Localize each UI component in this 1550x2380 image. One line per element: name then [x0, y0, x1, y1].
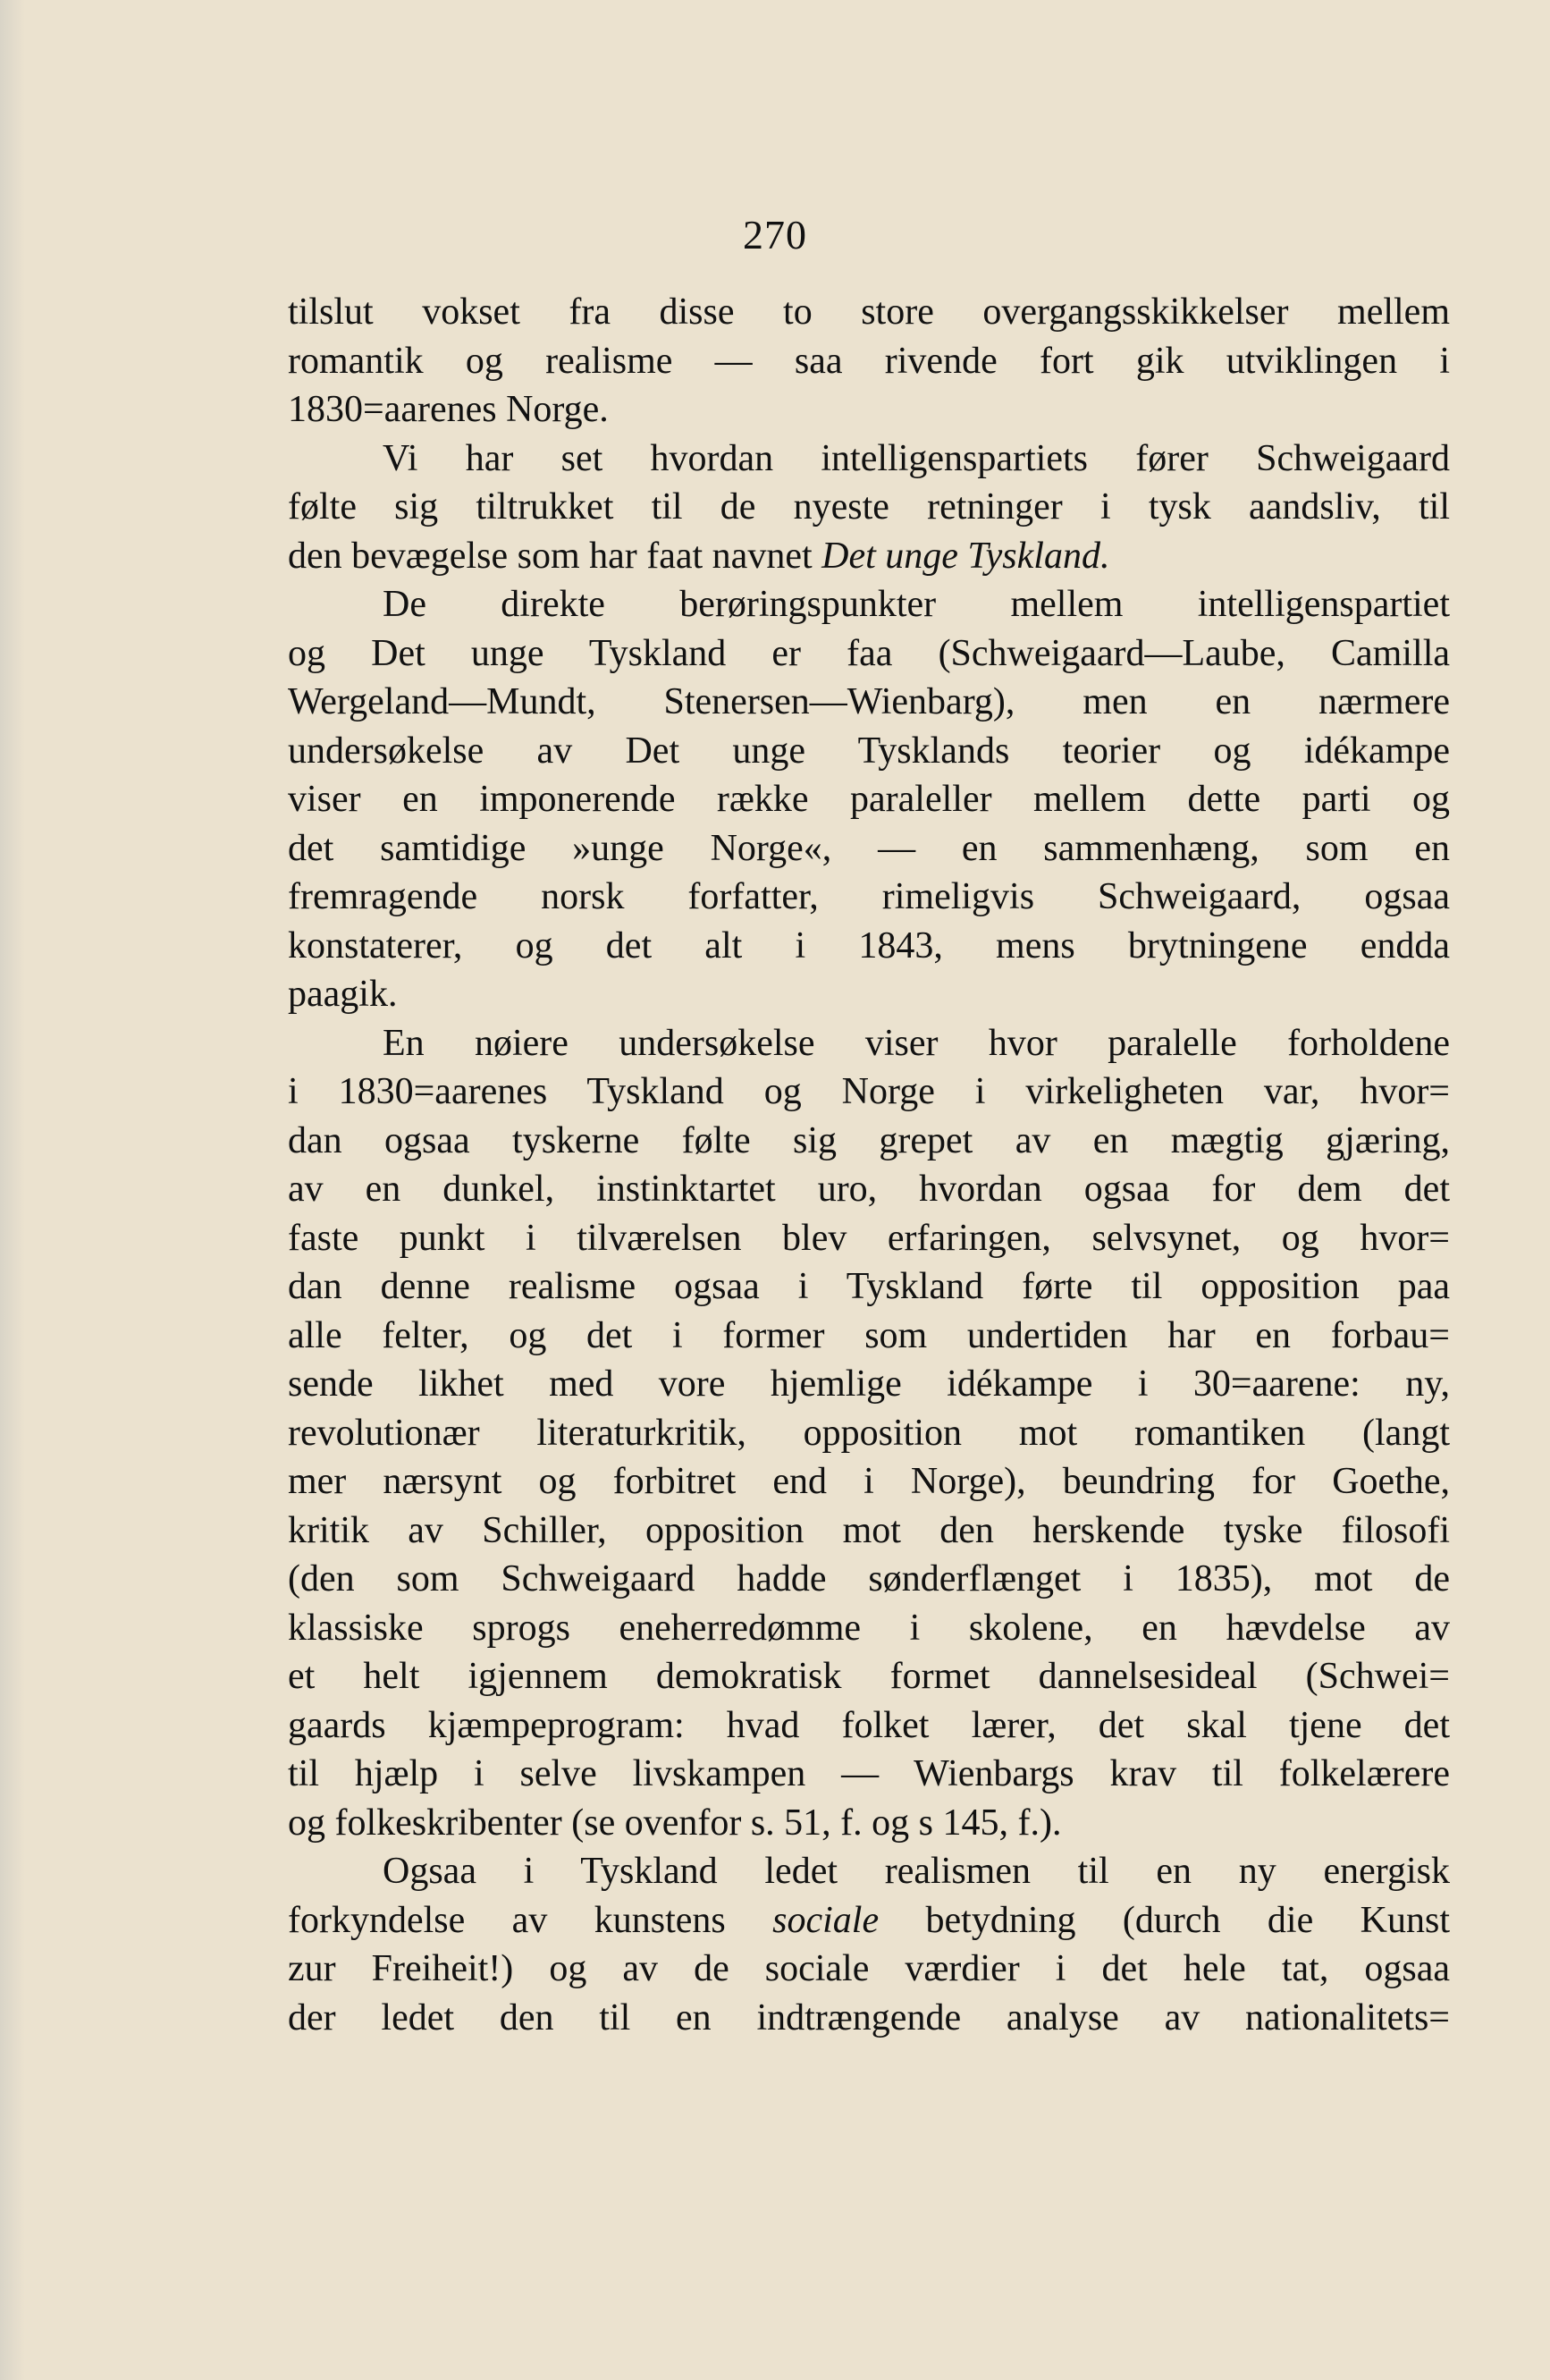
- text-line: (den som Schweigaard hadde sønderflænget i 1835), mot de: [288, 1558, 1450, 1599]
- text-line: 1830=aarenes Norge.: [288, 389, 609, 430]
- text-line: romantik og realisme — saa rivende fort gik utviklingen i: [288, 340, 1450, 382]
- text-span: betydning (durch die Kunst: [879, 1899, 1450, 1941]
- text-line: til hjælp i selve livskampen — Wienbargs krav til folkelærere: [288, 1753, 1450, 1794]
- text-line: og Det unge Tyskland er faa (Schweigaard—Laube, Camilla: [288, 632, 1450, 674]
- text-line: der ledet den til en indtrængende analyse av nationalitets=: [288, 1996, 1450, 2038]
- text-line: i 1830=aarenes Tyskland og Norge i virkeligheten var, hvor=: [288, 1071, 1450, 1112]
- text-line: et helt igjennem demokratisk formet dannelsesideal (Schwei=: [288, 1656, 1450, 1697]
- text-line: fremragende norsk forfatter, rimeligvis Schweigaard, ogsaa: [288, 876, 1450, 917]
- text-line: det samtidige »unge Norge«, — en sammenhæng, som en: [288, 827, 1450, 869]
- text-line: dan denne realisme ogsaa i Tyskland førte til opposition paa: [288, 1266, 1450, 1307]
- text-line: dan ogsaa tyskerne følte sig grepet av en mægtig gjæring,: [288, 1119, 1450, 1161]
- scan-edge: [0, 0, 25, 2380]
- italic-title: Det unge Tyskland.: [821, 535, 1110, 577]
- text-line: Ogsaa i Tyskland ledet realismen til en ny energisk: [383, 1851, 1450, 1892]
- text-line: revolutionær literaturkritik, opposition mot romantiken (langt: [288, 1412, 1450, 1454]
- text-line: En nøiere undersøkelse viser hvor paralelle forholdene: [383, 1022, 1450, 1064]
- text-line: [288, 1896, 1450, 1945]
- text-line: Vi har set hvordan intelligenspartiets fører Schweigaard: [383, 437, 1450, 479]
- text-line: sende likhet med vore hjemlige idékampe i 30=aarene: ny,: [288, 1363, 1450, 1405]
- text-line: konstaterer, og det alt i 1843, mens brytningene endda: [288, 924, 1450, 966]
- text-line: Wergeland—Mundt, Stenersen—Wienbarg), men en nærmere: [288, 681, 1450, 722]
- text-span: forkyndelse av kunstens: [288, 1899, 773, 1941]
- text-line: zur Freiheit!) og av de sociale værdier i det hele tat, ogsaa: [288, 1948, 1450, 1989]
- text-line: og folkeskribenter (se ovenfor s. 51, f. og s 145, f.).: [288, 1802, 1062, 1844]
- text-line: klassiske sprogs eneherredømme i skolene, en hævdelse av: [288, 1607, 1450, 1649]
- text-line: De direkte berøringspunkter mellem intelligenspartiet: [383, 584, 1450, 625]
- text-line: mer nærsynt og forbitret end i Norge), beundring for Goethe,: [288, 1461, 1450, 1502]
- text-line: paagik.: [288, 974, 398, 1015]
- text-span: den bevægelse som har faat navnet: [288, 535, 822, 577]
- italic-word: sociale: [772, 1899, 880, 1941]
- body-text: [288, 288, 1450, 2042]
- text-line: [288, 532, 1450, 581]
- text-line: faste punkt i tilværelsen blev erfaringen, selvsynet, og hvor=: [288, 1217, 1450, 1259]
- text-line: kritik av Schiller, opposition mot den herskende tyske filosofi: [288, 1509, 1450, 1551]
- page-number: 270: [743, 212, 807, 257]
- text-line: gaards kjæmpeprogram: hvad folket lærer, det skal tjene det: [288, 1704, 1450, 1746]
- text-line: alle felter, og det i former som undertiden har en forbau=: [288, 1314, 1450, 1356]
- text-line: tilslut vokset fra disse to store overgangsskikkelser mellem: [288, 291, 1450, 333]
- text-line: undersøkelse av Det unge Tysklands teorier og idékampe: [288, 730, 1450, 772]
- text-line: av en dunkel, instinktartet uro, hvordan ogsaa for dem det: [288, 1169, 1450, 1210]
- text-line: viser en imponerende række paraleller mellem dette parti og: [288, 779, 1450, 820]
- text-line: følte sig tiltrukket til de nyeste retninger i tysk aandsliv, til: [288, 486, 1450, 527]
